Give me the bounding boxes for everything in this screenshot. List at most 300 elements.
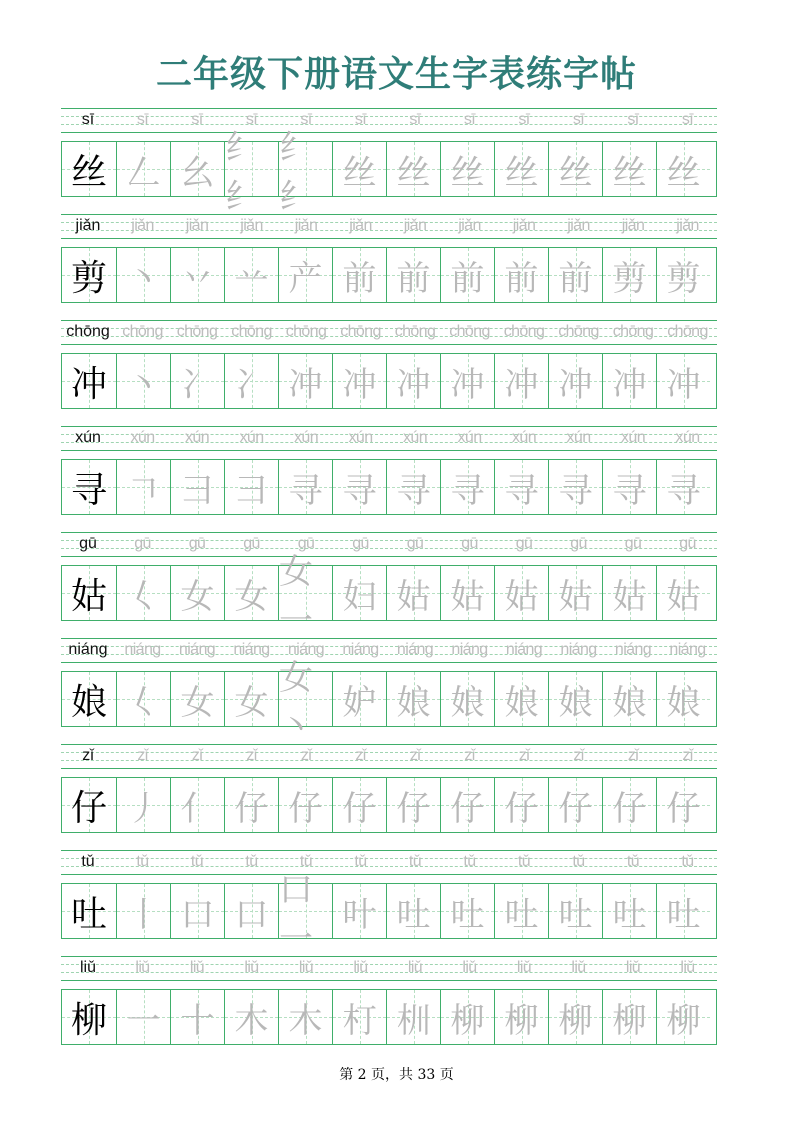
model-cell bbox=[62, 142, 116, 196]
stroke-step: 冫 bbox=[180, 364, 215, 405]
stroke-step: 𠃋 bbox=[126, 152, 161, 193]
pinyin-lines bbox=[61, 108, 717, 134]
stroke-step: 姑 bbox=[450, 576, 485, 617]
stroke-step: 丷 bbox=[180, 258, 215, 299]
trace-cell bbox=[656, 778, 710, 832]
character-grid bbox=[61, 459, 717, 515]
stroke-step: 𡿨 bbox=[126, 576, 161, 617]
pinyin-label: zǐ bbox=[82, 747, 94, 764]
character-grid bbox=[61, 353, 717, 409]
model-cell bbox=[62, 566, 116, 620]
trace-cell bbox=[494, 354, 548, 408]
trace-cell bbox=[602, 460, 656, 514]
trace-cell bbox=[602, 672, 656, 726]
model-character: 丝 bbox=[70, 151, 107, 193]
trace-cell bbox=[224, 672, 278, 726]
model-cell bbox=[62, 248, 116, 302]
stroke-step: 柳 bbox=[504, 1000, 539, 1041]
pinyin-trace: sī bbox=[354, 111, 367, 128]
pinyin-trace: sī bbox=[518, 111, 530, 128]
stroke-step: 丝 bbox=[558, 152, 593, 193]
trace-cell bbox=[494, 990, 548, 1044]
trace-cell bbox=[440, 778, 494, 832]
pinyin-trace: zǐ bbox=[682, 747, 693, 764]
stroke-step: 杊 bbox=[396, 1000, 431, 1041]
pinyin-label: xún bbox=[75, 429, 101, 446]
character-grid bbox=[61, 128, 717, 217]
model-character: 剪 bbox=[70, 257, 107, 299]
trace-cell bbox=[386, 566, 440, 620]
pinyin-trace: xún bbox=[239, 429, 264, 446]
pinyin-trace: jiǎn bbox=[403, 217, 427, 234]
stroke-step: 姑 bbox=[396, 576, 431, 617]
trace-cell bbox=[224, 128, 278, 217]
pinyin-lines bbox=[61, 320, 717, 346]
pinyin-trace: jiǎn bbox=[621, 217, 645, 234]
pinyin-trace: xún bbox=[512, 429, 536, 446]
trace-cell bbox=[278, 778, 332, 832]
trace-cell bbox=[386, 990, 440, 1044]
trace-cell bbox=[224, 248, 278, 302]
pinyin-trace: niáng bbox=[505, 641, 543, 658]
pinyin-lines bbox=[61, 850, 717, 876]
model-cell bbox=[62, 778, 116, 832]
stroke-step: 冲 bbox=[504, 364, 539, 405]
trace-cell bbox=[278, 870, 332, 959]
trace-cell bbox=[332, 566, 386, 620]
pinyin-trace: tǔ bbox=[245, 853, 258, 870]
trace-cell bbox=[440, 354, 494, 408]
trace-cell bbox=[170, 990, 224, 1044]
pinyin-trace: niáng bbox=[669, 641, 706, 658]
trace-cell bbox=[440, 884, 494, 938]
pinyin-lines bbox=[61, 638, 717, 664]
pinyin-trace: sī bbox=[191, 111, 203, 128]
pinyin-trace: tǔ bbox=[626, 853, 640, 870]
pinyin-trace: zǐ bbox=[246, 747, 257, 764]
trace-cell bbox=[440, 566, 494, 620]
pinyin-trace: liǔ bbox=[298, 959, 314, 976]
pinyin-trace: tǔ bbox=[190, 853, 204, 870]
pinyin-lines bbox=[61, 744, 717, 770]
stroke-step: 女丶 bbox=[279, 658, 313, 747]
character-grid bbox=[61, 247, 717, 303]
pinyin-trace: zǐ bbox=[300, 747, 312, 764]
pinyin-trace: liǔ bbox=[135, 959, 150, 976]
trace-cell bbox=[170, 354, 224, 408]
pinyin-trace: gū bbox=[352, 535, 369, 552]
trace-cell bbox=[278, 460, 332, 514]
pinyin-label: niáng bbox=[68, 641, 108, 658]
trace-cell bbox=[170, 566, 224, 620]
stroke-step: 冲 bbox=[342, 364, 377, 405]
pinyin-trace: sī bbox=[409, 111, 421, 128]
pinyin-trace: zǐ bbox=[409, 747, 421, 764]
trace-cell bbox=[656, 566, 710, 620]
trace-cell bbox=[602, 778, 656, 832]
trace-cell bbox=[224, 990, 278, 1044]
trace-cell bbox=[116, 884, 170, 938]
model-character: 娘 bbox=[70, 681, 107, 723]
trace-cell bbox=[548, 990, 602, 1044]
pinyin-trace: sī bbox=[627, 111, 639, 128]
pinyin-trace: jiǎn bbox=[676, 217, 699, 234]
trace-cell bbox=[548, 884, 602, 938]
pinyin-trace: tǔ bbox=[572, 853, 585, 870]
pinyin-trace: jiǎn bbox=[294, 217, 318, 234]
stroke-step: 前 bbox=[342, 258, 377, 299]
stroke-step: 妇 bbox=[342, 576, 377, 617]
pinyin-lines bbox=[61, 426, 717, 452]
stroke-step: 十 bbox=[180, 1000, 215, 1041]
pinyin-trace: jiǎn bbox=[512, 217, 536, 234]
trace-cell bbox=[170, 142, 224, 196]
stroke-step: 姑 bbox=[558, 576, 593, 617]
stroke-step: 女 bbox=[234, 576, 269, 617]
pinyin-trace: niáng bbox=[178, 641, 216, 658]
stroke-step: 彐 bbox=[234, 470, 269, 511]
pinyin-trace: gū bbox=[515, 535, 533, 552]
trace-cell bbox=[332, 778, 386, 832]
trace-cell bbox=[224, 460, 278, 514]
pinyin-trace: liǔ bbox=[462, 959, 477, 976]
pinyin-trace: liǔ bbox=[625, 959, 641, 976]
pinyin-trace: jiǎn bbox=[185, 217, 209, 234]
stroke-step: 柳 bbox=[450, 1000, 485, 1041]
stroke-step: 𠃍 bbox=[126, 470, 161, 511]
pinyin-trace: chōng bbox=[122, 323, 163, 340]
practice-row bbox=[61, 320, 717, 426]
stroke-step: 䒑 bbox=[234, 258, 269, 299]
pinyin-trace: liǔ bbox=[571, 959, 586, 976]
trace-cell bbox=[494, 884, 548, 938]
pinyin-trace: liǔ bbox=[189, 959, 205, 976]
pinyin-lines bbox=[61, 956, 717, 982]
trace-cell bbox=[548, 672, 602, 726]
stroke-step: 仔 bbox=[396, 788, 431, 829]
stroke-step: 吐 bbox=[396, 894, 431, 935]
trace-cell bbox=[224, 354, 278, 408]
pinyin-trace: jiǎn bbox=[131, 217, 154, 234]
trace-cell bbox=[602, 142, 656, 196]
trace-cell bbox=[656, 142, 710, 196]
stroke-step: 产 bbox=[288, 258, 323, 299]
page-title: 二年级下册语文生字表练字帖 bbox=[155, 53, 637, 95]
practice-row bbox=[61, 638, 717, 747]
pinyin-trace: gū bbox=[624, 535, 642, 552]
trace-cell bbox=[548, 566, 602, 620]
pinyin-trace: liǔ bbox=[680, 959, 695, 976]
model-cell bbox=[62, 884, 116, 938]
stroke-step: 姑 bbox=[666, 576, 701, 617]
trace-cell bbox=[332, 990, 386, 1044]
pinyin-trace: xún bbox=[130, 429, 155, 446]
stroke-step: 木 bbox=[234, 1000, 269, 1041]
stroke-step: 口一 bbox=[279, 870, 313, 959]
trace-cell bbox=[170, 672, 224, 726]
pinyin-trace: tǔ bbox=[136, 853, 149, 870]
pinyin-trace: gū bbox=[679, 535, 696, 552]
stroke-step: 寻 bbox=[450, 470, 485, 511]
pinyin-trace: niáng bbox=[614, 641, 652, 658]
pinyin-trace: chōng bbox=[667, 323, 708, 340]
stroke-step: 𡿨 bbox=[126, 682, 161, 723]
trace-cell bbox=[548, 354, 602, 408]
pinyin-trace: tǔ bbox=[408, 853, 422, 870]
pinyin-trace: xún bbox=[403, 429, 427, 446]
practice-row bbox=[61, 744, 717, 850]
stroke-step: 冲 bbox=[396, 364, 431, 405]
trace-cell bbox=[602, 248, 656, 302]
stroke-step: 仔 bbox=[450, 788, 485, 829]
trace-cell bbox=[386, 248, 440, 302]
model-cell bbox=[62, 672, 116, 726]
model-character: 冲 bbox=[70, 363, 107, 405]
trace-cell bbox=[386, 672, 440, 726]
stroke-step: 一 bbox=[126, 1000, 161, 1041]
pinyin-trace: gū bbox=[297, 535, 315, 552]
stroke-step: 姑 bbox=[504, 576, 539, 617]
trace-cell bbox=[602, 566, 656, 620]
pinyin-trace: liǔ bbox=[353, 959, 368, 976]
stroke-step: 纟纟 bbox=[279, 128, 313, 217]
trace-cell bbox=[440, 248, 494, 302]
stroke-step: 冲 bbox=[558, 364, 593, 405]
pinyin-trace: jiǎn bbox=[458, 217, 481, 234]
stroke-step: 寻 bbox=[666, 470, 701, 511]
pinyin-trace: chōng bbox=[503, 323, 545, 340]
model-character: 仔 bbox=[70, 787, 107, 829]
stroke-step: 丝 bbox=[396, 152, 431, 193]
practice-row bbox=[61, 850, 717, 959]
stroke-step: 娘 bbox=[558, 682, 593, 723]
trace-cell bbox=[386, 460, 440, 514]
trace-cell bbox=[602, 884, 656, 938]
stroke-step: 纟纟 bbox=[225, 128, 259, 217]
model-cell bbox=[62, 354, 116, 408]
stroke-step: 吐 bbox=[612, 894, 647, 935]
pinyin-trace: chōng bbox=[449, 323, 490, 340]
model-cell bbox=[62, 460, 116, 514]
pinyin-trace: niáng bbox=[287, 641, 325, 658]
pinyin-trace: niáng bbox=[396, 641, 434, 658]
stroke-step: 丨 bbox=[126, 894, 161, 935]
trace-cell bbox=[116, 354, 170, 408]
pinyin-trace: xún bbox=[185, 429, 209, 446]
stroke-step: 冲 bbox=[288, 364, 323, 405]
pinyin-label: sī bbox=[81, 111, 95, 128]
trace-cell bbox=[278, 248, 332, 302]
pinyin-trace: tǔ bbox=[517, 853, 531, 870]
pinyin-trace: jiǎn bbox=[240, 217, 263, 234]
pinyin-trace: xún bbox=[348, 429, 373, 446]
trace-cell bbox=[116, 672, 170, 726]
stroke-step: 娘 bbox=[612, 682, 647, 723]
practice-row bbox=[61, 108, 717, 217]
trace-cell bbox=[440, 142, 494, 196]
pinyin-trace: zǐ bbox=[464, 747, 475, 764]
model-character: 柳 bbox=[70, 999, 107, 1041]
stroke-step: 姑 bbox=[612, 576, 647, 617]
stroke-step: 冲 bbox=[450, 364, 485, 405]
pinyin-trace: zǐ bbox=[137, 747, 148, 764]
stroke-step: 柳 bbox=[612, 1000, 647, 1041]
trace-cell bbox=[656, 990, 710, 1044]
stroke-step: 剪 bbox=[666, 258, 701, 299]
trace-cell bbox=[548, 248, 602, 302]
trace-cell bbox=[278, 990, 332, 1044]
trace-cell bbox=[170, 248, 224, 302]
stroke-step: 前 bbox=[450, 258, 485, 299]
pinyin-trace: zǐ bbox=[191, 747, 203, 764]
pinyin-lines bbox=[61, 532, 717, 558]
trace-cell bbox=[548, 142, 602, 196]
pinyin-trace: chōng bbox=[340, 323, 381, 340]
trace-cell bbox=[332, 142, 386, 196]
pinyin-trace: xún bbox=[294, 429, 318, 446]
trace-cell bbox=[440, 990, 494, 1044]
trace-cell bbox=[116, 566, 170, 620]
pinyin-trace: gū bbox=[134, 535, 151, 552]
character-grid bbox=[61, 870, 717, 959]
stroke-step: 仔 bbox=[234, 788, 269, 829]
pinyin-trace: sī bbox=[245, 111, 258, 128]
stroke-step: 叶 bbox=[342, 894, 377, 935]
pinyin-trace: xún bbox=[621, 429, 645, 446]
trace-cell bbox=[170, 460, 224, 514]
stroke-step: 寻 bbox=[396, 470, 431, 511]
pinyin-trace: tǔ bbox=[463, 853, 476, 870]
trace-cell bbox=[386, 884, 440, 938]
practice-row bbox=[61, 214, 717, 320]
practice-row bbox=[61, 426, 717, 532]
trace-cell bbox=[548, 460, 602, 514]
pinyin-trace: chōng bbox=[394, 323, 436, 340]
pinyin-trace: sī bbox=[681, 111, 694, 128]
stroke-step: 丿 bbox=[126, 788, 161, 829]
stroke-step: 柳 bbox=[666, 1000, 701, 1041]
trace-cell bbox=[656, 672, 710, 726]
practice-row bbox=[61, 532, 717, 641]
stroke-step: 吐 bbox=[558, 894, 593, 935]
stroke-step: 丝 bbox=[450, 152, 485, 193]
model-cell bbox=[62, 990, 116, 1044]
stroke-step: 冲 bbox=[666, 364, 701, 405]
trace-cell bbox=[332, 248, 386, 302]
trace-cell bbox=[656, 248, 710, 302]
pinyin-trace: liǔ bbox=[244, 959, 259, 976]
trace-cell bbox=[278, 354, 332, 408]
stroke-step: 寻 bbox=[288, 470, 323, 511]
pinyin-trace: tǔ bbox=[299, 853, 313, 870]
trace-cell bbox=[386, 354, 440, 408]
stroke-step: 吐 bbox=[504, 894, 539, 935]
trace-cell bbox=[602, 354, 656, 408]
trace-cell bbox=[386, 142, 440, 196]
trace-cell bbox=[116, 778, 170, 832]
pinyin-label: jiǎn bbox=[75, 217, 101, 234]
pinyin-trace: sī bbox=[572, 111, 585, 128]
trace-cell bbox=[494, 460, 548, 514]
trace-cell bbox=[332, 354, 386, 408]
stroke-step: 剪 bbox=[612, 258, 647, 299]
pinyin-trace: tǔ bbox=[681, 853, 694, 870]
stroke-step: 仔 bbox=[666, 788, 701, 829]
model-character: 姑 bbox=[70, 575, 107, 617]
stroke-step: 妒 bbox=[342, 682, 377, 723]
stroke-step: 口 bbox=[234, 894, 269, 935]
pinyin-trace: jiǎn bbox=[349, 217, 372, 234]
pinyin-trace: sī bbox=[300, 111, 312, 128]
trace-cell bbox=[494, 672, 548, 726]
stroke-step: 仔 bbox=[288, 788, 323, 829]
trace-cell bbox=[278, 128, 332, 217]
trace-cell bbox=[224, 566, 278, 620]
stroke-step: 丝 bbox=[504, 152, 539, 193]
stroke-step: 前 bbox=[396, 258, 431, 299]
trace-cell bbox=[116, 990, 170, 1044]
pinyin-trace: sī bbox=[136, 111, 149, 128]
stroke-step: 亻 bbox=[180, 788, 215, 829]
stroke-step: 口 bbox=[180, 894, 215, 935]
pinyin-trace: gū bbox=[406, 535, 424, 552]
pinyin-trace: gū bbox=[188, 535, 206, 552]
stroke-step: 吐 bbox=[666, 894, 701, 935]
trace-cell bbox=[332, 460, 386, 514]
pinyin-trace: liǔ bbox=[516, 959, 532, 976]
pinyin-trace: niáng bbox=[233, 641, 270, 658]
stroke-step: 仔 bbox=[612, 788, 647, 829]
pinyin-trace: xún bbox=[457, 429, 482, 446]
stroke-step: 幺 bbox=[180, 152, 215, 193]
trace-cell bbox=[440, 460, 494, 514]
stroke-step: 女一 bbox=[279, 552, 313, 641]
stroke-step: 丶 bbox=[126, 258, 161, 299]
pinyin-label: chōng bbox=[66, 323, 110, 340]
stroke-step: 寻 bbox=[558, 470, 593, 511]
practice-row bbox=[61, 956, 717, 1062]
stroke-step: 娘 bbox=[396, 682, 431, 723]
pinyin-trace: chōng bbox=[176, 323, 218, 340]
stroke-step: 娘 bbox=[666, 682, 701, 723]
stroke-step: 柳 bbox=[558, 1000, 593, 1041]
trace-cell bbox=[116, 460, 170, 514]
pinyin-trace: xún bbox=[675, 429, 700, 446]
model-character: 吐 bbox=[70, 893, 107, 935]
stroke-step: 前 bbox=[558, 258, 593, 299]
trace-cell bbox=[656, 884, 710, 938]
trace-cell bbox=[224, 884, 278, 938]
trace-cell bbox=[602, 990, 656, 1044]
pinyin-trace: niáng bbox=[451, 641, 488, 658]
stroke-step: 彐 bbox=[180, 470, 215, 511]
trace-cell bbox=[332, 884, 386, 938]
pinyin-lines bbox=[61, 214, 717, 240]
trace-cell bbox=[494, 248, 548, 302]
pinyin-trace: gū bbox=[243, 535, 260, 552]
character-grid bbox=[61, 552, 717, 641]
trace-cell bbox=[278, 658, 332, 747]
stroke-step: 丝 bbox=[666, 152, 701, 193]
trace-cell bbox=[170, 778, 224, 832]
stroke-step: 丶 bbox=[126, 364, 161, 405]
page-footer: 第 2 页，共 33 页 bbox=[339, 1067, 454, 1083]
pinyin-trace: zǐ bbox=[627, 747, 639, 764]
stroke-step: 冫 bbox=[234, 364, 269, 405]
trace-cell bbox=[224, 778, 278, 832]
pinyin-trace: niáng bbox=[560, 641, 597, 658]
pinyin-trace: chōng bbox=[558, 323, 599, 340]
